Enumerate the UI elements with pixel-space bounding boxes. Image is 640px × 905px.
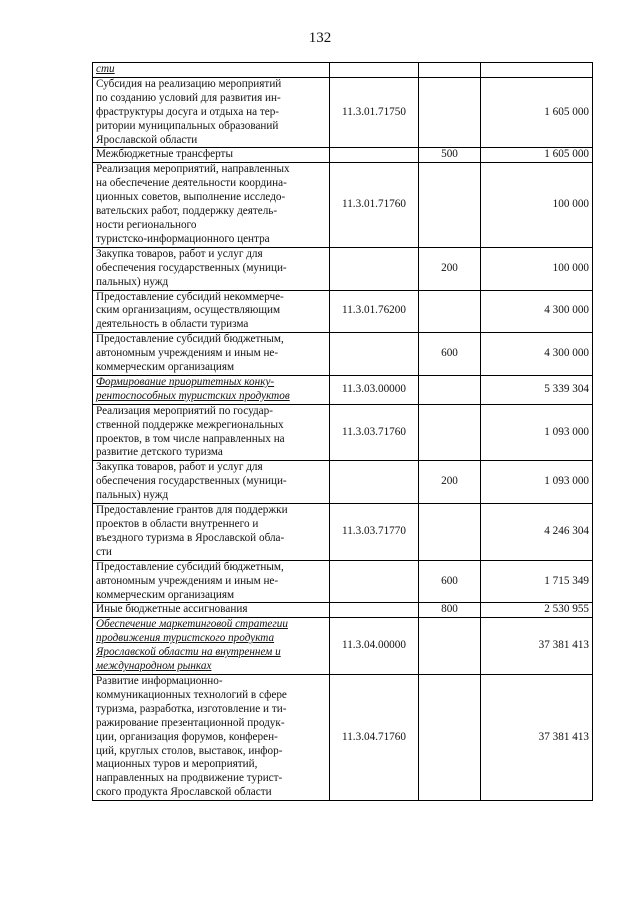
row-type-cell — [419, 504, 481, 561]
table-row — [93, 618, 593, 675]
row-sum-cell: 100 000 — [481, 163, 593, 247]
table-row — [93, 603, 593, 618]
row-type-cell — [419, 290, 481, 333]
row-name-cell — [93, 77, 330, 148]
row-name-cell — [93, 674, 330, 800]
row-name-cell — [93, 63, 330, 78]
row-sum-cell: 4 300 000 — [481, 290, 593, 333]
row-name-cell — [93, 148, 330, 163]
row-code-cell — [330, 247, 419, 290]
row-code-cell: 11.3.03.71760 — [330, 404, 419, 461]
row-name-cell — [93, 404, 330, 461]
row-type-cell — [419, 163, 481, 247]
row-sum-cell: 37 381 413 — [481, 618, 593, 675]
table-row — [93, 163, 593, 247]
row-code-cell: 11.3.04.71760 — [330, 674, 419, 800]
row-sum-cell: 4 246 304 — [481, 504, 593, 561]
table-row — [93, 674, 593, 800]
row-name-cell — [93, 247, 330, 290]
row-name-line: ритории муниципальных образований — [96, 119, 279, 132]
row-name-line: ции, организация форумов, конферен- — [96, 730, 278, 743]
row-name-line: туристско-информационного центра — [96, 232, 270, 245]
row-name-line: Межбюджетные трансферты — [96, 148, 233, 161]
row-name-line: проектов в области внутреннего и — [96, 518, 259, 530]
row-type-cell: 500 — [419, 148, 481, 163]
row-name-line: Ярославской области на внутреннем и — [96, 646, 281, 659]
row-name-line: пальных) нужд — [96, 489, 169, 502]
row-name-line: Иные бюджетные ассигнования — [96, 603, 248, 616]
row-sum-cell: 1 715 349 — [481, 560, 593, 603]
row-name-line: въездного туризма в Ярославской обла- — [96, 531, 285, 544]
row-name-line: туризма, разработка, изготовление и ти- — [96, 702, 287, 715]
row-name-line: Субсидия на реализацию мероприятий — [96, 77, 282, 90]
row-name-line: сти — [96, 545, 112, 558]
row-name-line: ционных советов, выполнение исследо- — [96, 191, 286, 204]
row-type-cell: 600 — [419, 560, 481, 603]
page-number: 132 — [308, 30, 332, 46]
row-name-line: ского продукта Ярославской области — [96, 786, 272, 799]
table-row — [93, 404, 593, 461]
row-code-cell: 11.3.01.76200 — [330, 290, 419, 333]
row-name-line: ским организациям, осуществляющим — [96, 304, 281, 317]
row-name-line: Реализация мероприятий, направленных — [96, 163, 290, 176]
row-name-line: деятельность в области туризма — [96, 318, 249, 331]
row-code-cell — [330, 461, 419, 504]
row-name-line: ций, круглых столов, выставок, инфор- — [96, 744, 283, 757]
row-type-cell — [419, 404, 481, 461]
row-type-cell: 200 — [419, 461, 481, 504]
row-name-line: Закупка товаров, работ и услуг для — [96, 247, 263, 260]
row-name-line: пальных) нужд — [96, 275, 169, 288]
table-row — [93, 247, 593, 290]
row-name-line: сти — [96, 63, 115, 75]
row-name-cell — [93, 603, 330, 618]
row-sum-cell: 1 605 000 — [481, 77, 593, 148]
row-code-cell — [330, 560, 419, 603]
table-row — [93, 333, 593, 376]
row-code-cell: 11.3.01.71750 — [330, 77, 419, 148]
row-name-cell — [93, 560, 330, 603]
budget-table-body — [93, 63, 593, 801]
row-sum-cell: 1 093 000 — [481, 404, 593, 461]
row-sum-cell: 1 093 000 — [481, 461, 593, 504]
row-name-cell — [93, 504, 330, 561]
row-name-line: Ярославской области — [96, 133, 198, 146]
row-name-line: развитие детского туризма — [96, 446, 223, 459]
row-name-cell — [93, 333, 330, 376]
row-code-cell: 11.3.04.00000 — [330, 618, 419, 675]
table-row — [93, 63, 593, 78]
row-code-cell: 11.3.03.00000 — [330, 375, 419, 404]
row-code-cell: 11.3.03.71770 — [330, 504, 419, 561]
row-name-cell — [93, 461, 330, 504]
row-sum-cell: 100 000 — [481, 247, 593, 290]
row-type-cell: 600 — [419, 333, 481, 376]
row-type-cell — [419, 63, 481, 78]
row-name-line: Предоставление грантов для поддержки — [96, 504, 288, 517]
row-name-line: Формирование приоритетных конку- — [96, 375, 275, 388]
row-name-line: Развитие информационно- — [96, 674, 223, 687]
row-name-line: Предоставление субсидий некоммерче- — [96, 290, 284, 303]
row-name-line: ности регионального — [96, 218, 197, 231]
row-sum-cell — [481, 63, 593, 78]
row-name-line: коммуникационных технологий в сфере — [96, 688, 287, 701]
table-row — [93, 504, 593, 561]
row-sum-cell: 37 381 413 — [481, 674, 593, 800]
budget-table — [92, 62, 593, 801]
row-name-line: коммерческим организациям — [96, 588, 235, 601]
table-row — [93, 461, 593, 504]
row-type-cell — [419, 618, 481, 675]
table-row — [93, 560, 593, 603]
row-name-line: обеспечения государственных (муници- — [96, 475, 287, 488]
row-name-line: ражирование презентационной продук- — [96, 716, 285, 729]
row-type-cell — [419, 674, 481, 800]
row-name-line: вательских работ, поддержку деятель- — [96, 205, 278, 218]
row-name-line: Закупка товаров, работ и услуг для — [96, 461, 263, 474]
row-sum-cell: 2 530 955 — [481, 603, 593, 618]
table-row — [93, 148, 593, 163]
row-name-line: продвижения туристского продукта — [96, 632, 275, 645]
row-name-line: коммерческим организациям — [96, 361, 235, 374]
row-code-cell — [330, 148, 419, 163]
row-type-cell — [419, 77, 481, 148]
table-row — [93, 77, 593, 148]
row-name-line: международном рынках — [96, 660, 212, 673]
row-code-cell — [330, 603, 419, 618]
row-sum-cell: 5 339 304 — [481, 375, 593, 404]
row-name-line: проектов, в том числе направленных на — [96, 432, 285, 445]
row-name-line: Предоставление субсидий бюджетным, — [96, 560, 284, 573]
row-name-line: ственной поддержке межрегиональных — [96, 418, 284, 431]
row-sum-cell: 1 605 000 — [481, 148, 593, 163]
row-name-cell — [93, 290, 330, 333]
row-name-line: по созданию условий для развития ин- — [96, 91, 281, 104]
row-name-line: мационных туров и мероприятий, — [96, 758, 258, 771]
row-name-line: Обеспечение маркетинговой стратегии — [96, 618, 288, 631]
row-name-line: автономным учреждениям и иным не- — [96, 347, 279, 360]
row-code-cell — [330, 333, 419, 376]
table-row — [93, 375, 593, 404]
row-name-line: на обеспечение деятельности координа- — [96, 177, 287, 190]
table-row — [93, 290, 593, 333]
row-type-cell: 800 — [419, 603, 481, 618]
row-name-line: обеспечения государственных (муници- — [96, 261, 287, 274]
row-name-line: Реализация мероприятий по государ- — [96, 404, 273, 417]
row-name-line: рентоспособных туристских продуктов — [96, 389, 290, 402]
row-name-cell — [93, 618, 330, 675]
row-code-cell — [330, 63, 419, 78]
row-type-cell: 200 — [419, 247, 481, 290]
row-sum-cell: 4 300 000 — [481, 333, 593, 376]
row-name-line: автономным учреждениям и иным не- — [96, 574, 279, 587]
row-name-line: фраструктуры досуга и отдыха на тер- — [96, 105, 280, 118]
row-name-line: направленных на продвижение турист- — [96, 772, 283, 785]
row-name-line: Предоставление субсидий бюджетным, — [96, 333, 284, 346]
row-code-cell: 11.3.01.71760 — [330, 163, 419, 247]
row-name-cell — [93, 375, 330, 404]
row-type-cell — [419, 375, 481, 404]
row-name-cell — [93, 163, 330, 247]
